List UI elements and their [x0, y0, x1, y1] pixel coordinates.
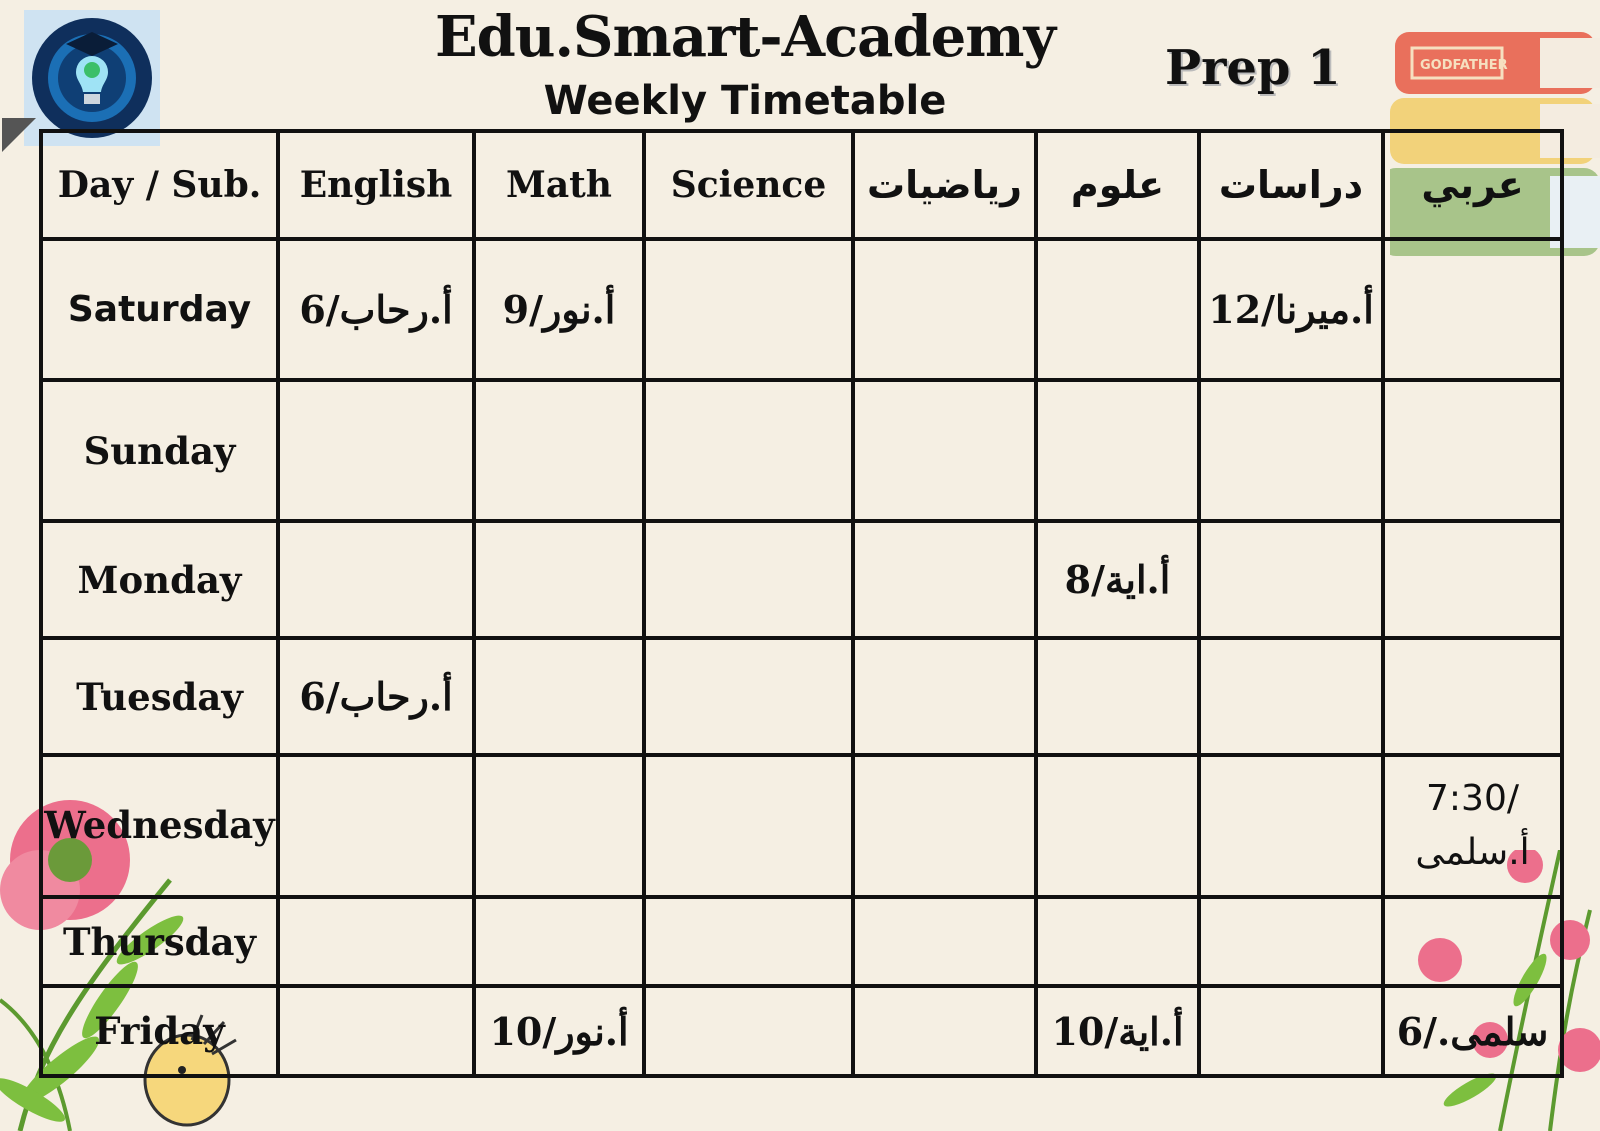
day-friday: Friday	[41, 986, 278, 1076]
table-cell	[644, 380, 853, 521]
table-cell: أ.نور/9	[474, 239, 644, 380]
table-cell	[853, 638, 1036, 755]
header-arabic: عربي	[1383, 131, 1562, 239]
table-cell	[1036, 638, 1199, 755]
grade-label: Prep 1	[1165, 40, 1341, 96]
table-cell	[644, 986, 853, 1076]
table-cell	[278, 755, 474, 897]
table-cell	[853, 380, 1036, 521]
day-saturday: Saturday	[41, 239, 278, 380]
academy-logo	[24, 10, 160, 146]
header-science-arabic: علوم	[1036, 131, 1199, 239]
header-english: English	[278, 131, 474, 239]
table-cell	[644, 638, 853, 755]
table-cell	[474, 755, 644, 897]
table-cell	[644, 521, 853, 638]
table-cell: سلمى./6	[1383, 986, 1562, 1076]
table-cell	[853, 755, 1036, 897]
table-cell	[1036, 897, 1199, 986]
table-cell	[1383, 897, 1562, 986]
table-cell	[1199, 755, 1383, 897]
table-row	[41, 521, 1562, 638]
day-tuesday: Tuesday	[41, 638, 278, 755]
table-cell: 7:30/ أ.سلمى	[1383, 755, 1562, 897]
table-cell: أ.اية/8	[1036, 521, 1199, 638]
table-cell	[853, 521, 1036, 638]
table-cell	[278, 986, 474, 1076]
table-cell	[1383, 239, 1562, 380]
header-science: Science	[644, 131, 853, 239]
table-cell	[644, 239, 853, 380]
table-cell	[853, 239, 1036, 380]
table-cell	[278, 897, 474, 986]
table-cell	[1199, 897, 1383, 986]
table-row	[41, 380, 1562, 521]
header-day-subject: Day / Sub.	[41, 131, 278, 239]
table-cell	[474, 638, 644, 755]
academy-title: Edu.Smart-Academy	[434, 4, 1056, 70]
table-cell: أ.نور/10	[474, 986, 644, 1076]
table-row	[41, 986, 1562, 1076]
table-cell	[278, 521, 474, 638]
table-cell	[474, 380, 644, 521]
table-cell: أ.ميرنا/12	[1199, 239, 1383, 380]
day-thursday: Thursday	[41, 897, 278, 986]
day-sunday: Sunday	[41, 380, 278, 521]
table-cell	[644, 755, 853, 897]
table-cell: أ.رحاب/6	[278, 638, 474, 755]
table-cell	[853, 986, 1036, 1076]
table-cell: أ.رحاب/6	[278, 239, 474, 380]
table-row	[41, 239, 1562, 380]
table-cell	[278, 380, 474, 521]
table-cell	[1383, 380, 1562, 521]
day-wednesday: Wednesday	[41, 755, 278, 897]
book-spine-text: GODFATHER	[1420, 58, 1508, 73]
weekly-timetable	[39, 129, 1564, 1078]
corner-decoration	[2, 118, 36, 152]
table-cell	[1199, 638, 1383, 755]
table-cell	[1199, 986, 1383, 1076]
table-cell	[1199, 380, 1383, 521]
table-cell	[1036, 380, 1199, 521]
table-row	[41, 638, 1562, 755]
table-cell	[474, 521, 644, 638]
table-cell: أ.اية/10	[1036, 986, 1199, 1076]
header-row	[41, 131, 1562, 239]
table-cell	[853, 897, 1036, 986]
table-cell	[474, 897, 644, 986]
header-math: Math	[474, 131, 644, 239]
table-cell	[1383, 638, 1562, 755]
table-cell	[1036, 755, 1199, 897]
table-cell	[1036, 239, 1199, 380]
day-monday: Monday	[41, 521, 278, 638]
header-social-studies-arabic: دراسات	[1199, 131, 1383, 239]
header-math-arabic: رياضيات	[853, 131, 1036, 239]
table-cell	[644, 897, 853, 986]
timetable-subtitle: Weekly Timetable	[543, 78, 947, 124]
table-cell	[1199, 521, 1383, 638]
table-row	[41, 897, 1562, 986]
table-cell	[1383, 521, 1562, 638]
table-row	[41, 755, 1562, 897]
